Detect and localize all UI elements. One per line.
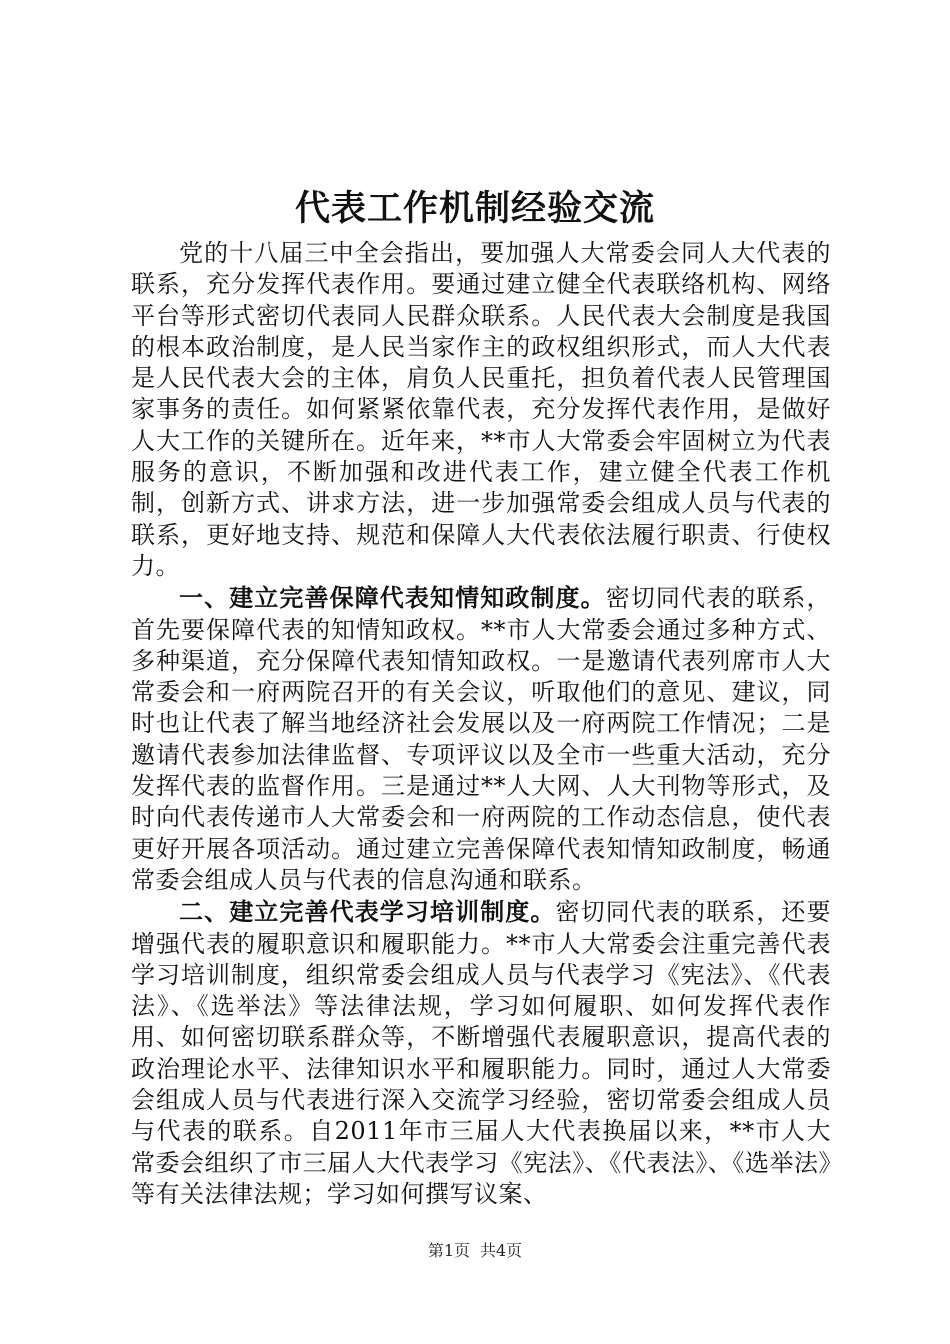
paragraph-text: 密切同代表的联系，首先要保障代表的知情知政权。**市人大常委会通过多种方式、多种渠道，充分保障代表知情知政权。一是邀请代表列席市人大常委会和一府两院召开的有关会议，听取他们的意见、建议，同时也让代表了解当地经济社会发展以及一府两院工作情况；二是邀请代表参加法律监督、专项评议以及全市一些重大活动，充分发挥代表的监督作用。三是通过**人大网、人大刊物等形式，及时向代表传递市人大常委会和一府两院的工作动态信息，使代表更好开展各项活动。通过建立完善保障代表知情知政制度，畅通常委会组成人员与代表的信息沟通和联系。 xyxy=(131,584,832,894)
paragraph-text: 党的十八届三中全会指出，要加强人大常委会同人大代表的联系，充分发挥代表作用。要通过建立健全代表联络机构、网络平台等形式密切代表同人民群众联系。人民代表大会制度是我国的根本政治制度，是人民当家作主的政权组织形式，而人大代表是人民代表大会的主体，肩负人民重托，担负着代表人民管理国家事务的责任。如何紧紧依靠代表，充分发挥代表作用，是做好人大工作的关键所在。近年来，**市人大常委会牢固树立为代表服务的意识，不断加强和改进代表工作，建立健全代表工作机制，创新方式、讲求方法，进一步加强常委会组成人员与代表的联系，更好地支持、规范和保障人大代表依法履行职责、行使权力。 xyxy=(131,239,831,580)
section-heading: 一、建立完善保障代表知情知政制度。 xyxy=(179,583,606,613)
section-heading: 二、建立完善代表学习培训制度。 xyxy=(179,897,556,927)
paragraph-intro xyxy=(131,237,831,582)
page-total: 共4页 xyxy=(480,1241,523,1260)
paragraph-section-1 xyxy=(131,582,831,896)
paragraph-text: 密切同代表的联系，还要增强代表的履职意识和履职能力。**市人大常委会注重完善代表学习培训制度，组织常委会组成人员与代表学习《宪法》、《代表法》、《选举法》等法律法规，学习如何履职、如何发挥代表作用、如何密切联系群众等，不断增强代表履职意识，提高代表的政治理论水平、法律知识水平和履职能力。同时，通过人大常委会组成人员与代表进行深入交流学习经验，密切常委会组成人员与代表的联系。自2011年市三届人大代表换届以来，**市人大常委会组织了市三届人大代表学习《宪法》、《代表法》、《选举法》等有关法律法规；学习如何撰写议案、 xyxy=(131,898,831,1208)
page-number: 第1页 xyxy=(427,1241,470,1260)
document-body xyxy=(131,237,831,1210)
document-title: 代表工作机制经验交流 xyxy=(294,188,655,229)
paragraph-section-2 xyxy=(131,896,831,1210)
page-footer xyxy=(0,1240,950,1262)
